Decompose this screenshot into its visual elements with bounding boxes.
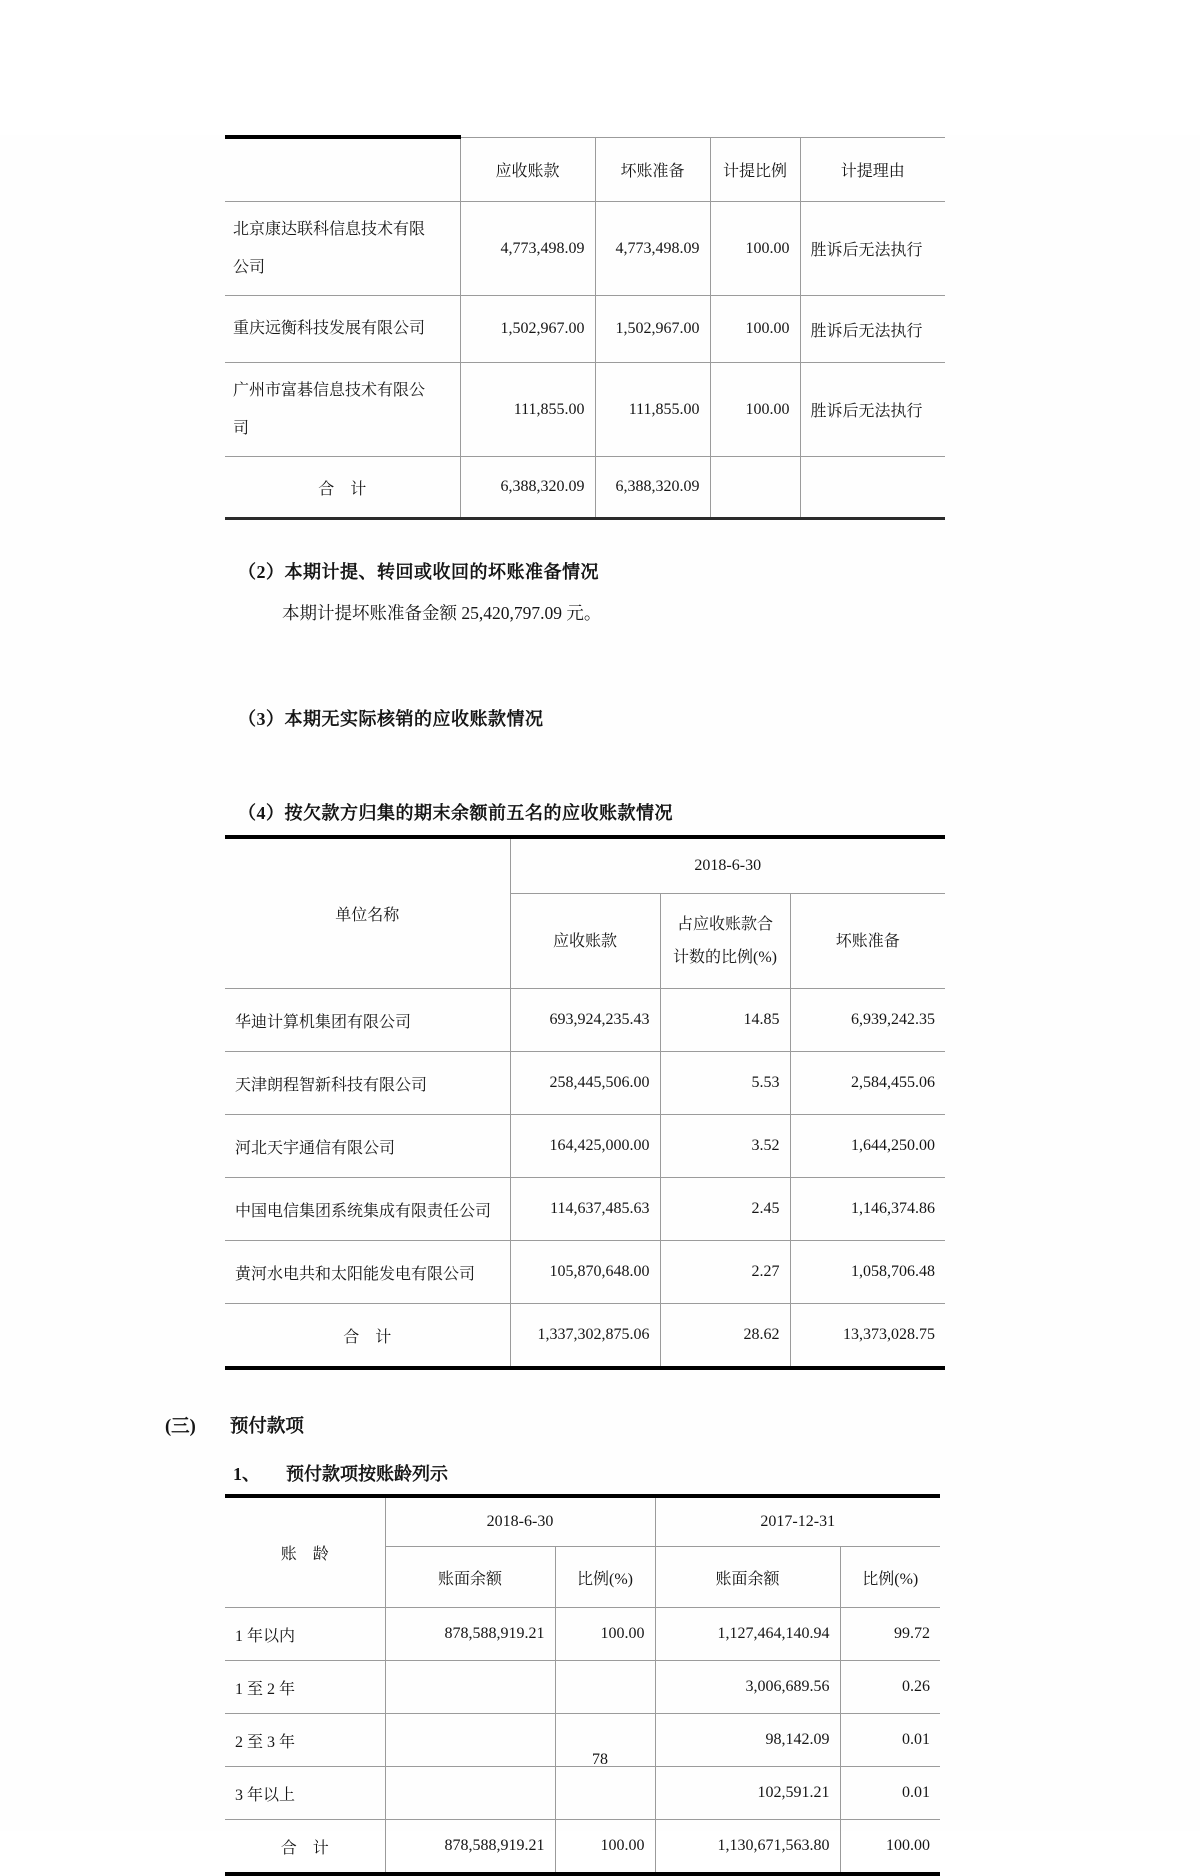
total-balance-2018-cell: 878,588,919.21 [385,1820,555,1875]
total-balance-2017-cell: 1,130,671,563.80 [655,1820,840,1875]
section-2-body: 本期计提坏账准备金额 25,420,797.09 元。 [282,603,602,624]
receivable-cell: 111,855.00 [460,363,595,457]
table-row [225,1608,940,1661]
age-cell: 1 年以内 [225,1608,385,1661]
header-balance-2018: 账面余额 [385,1547,555,1608]
reason-cell: 胜诉后无法执行 [800,363,945,457]
reason-cell: 胜诉后无法执行 [800,296,945,363]
table-row [225,1767,940,1820]
table-row [225,1115,945,1178]
balance-2017-cell: 1,127,464,140.94 [655,1608,840,1661]
ratio-cell: 100.00 [710,363,800,457]
header-unit-name: 单位名称 [225,837,510,989]
section-index-label: (三) [165,1417,196,1438]
total-pct-2017-cell: 100.00 [840,1820,940,1875]
table-row [225,363,945,457]
receivable-cell: 1,502,967.00 [460,296,595,363]
table-row [225,296,945,363]
header-bad-debt: 坏账准备 [790,894,945,989]
table-row [225,1178,945,1241]
company-name-cell: 中国电信集团系统集成有限责任公司 [225,1178,510,1241]
header-receivable: 应收账款 [460,137,595,202]
company-name-cell: 北京康达联科信息技术有限公司 [225,202,460,296]
ratio-cell: 2.27 [660,1241,790,1304]
header-period-2017: 2017-12-31 [655,1496,940,1547]
company-name-cell: 天津朗程智新科技有限公司 [225,1052,510,1115]
table-row [225,1661,940,1714]
header-period: 2018-6-30 [510,837,945,894]
header-balance-2017: 账面余额 [655,1547,840,1608]
bad-debt-cell: 6,939,242.35 [790,989,945,1052]
balance-2018-cell [385,1661,555,1714]
document-page [0,135,1200,1857]
header-reason: 计提理由 [800,137,945,202]
ratio-cell: 14.85 [660,989,790,1052]
table-row [225,202,945,296]
balance-2017-cell: 3,006,689.56 [655,1661,840,1714]
header-ratio: 计提比例 [710,137,800,202]
table-row [225,989,945,1052]
top-five-receivables-table [225,835,945,1370]
table-header-row [225,837,945,894]
bad-debt-cell: 1,644,250.00 [790,1115,945,1178]
subsection-title: 预付款项按账龄列示 [286,1464,448,1485]
bad-debt-provision-table [225,135,945,520]
pct-2018-cell [555,1661,655,1714]
receivable-cell: 114,637,485.63 [510,1178,660,1241]
receivable-cell: 693,924,235.43 [510,989,660,1052]
ratio-cell: 100.00 [710,296,800,363]
age-cell: 1 至 2 年 [225,1661,385,1714]
header-bad-debt: 坏账准备 [595,137,710,202]
table-header-row [225,1496,940,1547]
total-label-cell: 合 计 [225,1304,510,1369]
pct-2018-cell [555,1767,655,1820]
total-pct-2018-cell: 100.00 [555,1820,655,1875]
ratio-cell: 5.53 [660,1052,790,1115]
page-number: 78 [592,1751,608,1768]
total-bad-debt-cell: 13,373,028.75 [790,1304,945,1369]
company-name-cell: 广州市富碁信息技术有限公司 [225,363,460,457]
ratio-cell: 3.52 [660,1115,790,1178]
pct-2017-cell: 0.26 [840,1661,940,1714]
ratio-cell: 100.00 [710,202,800,296]
pct-2017-cell: 0.01 [840,1714,940,1767]
subsection-index-label: 1、 [233,1464,260,1485]
total-label-cell: 合 计 [225,457,460,519]
header-ratio-of-total: 占应收账款合计数的比例(%) [660,894,790,989]
prepaid-aging-subheading [233,1460,1200,1486]
balance-2017-cell: 98,142.09 [655,1714,840,1767]
balance-2017-cell: 102,591.21 [655,1767,840,1820]
bad-debt-cell: 1,146,374.86 [790,1178,945,1241]
total-bad-debt-cell: 6,388,320.09 [595,457,710,519]
receivable-cell: 258,445,506.00 [510,1052,660,1115]
reason-cell: 胜诉后无法执行 [800,202,945,296]
pct-2018-cell: 100.00 [555,1608,655,1661]
balance-2018-cell [385,1767,555,1820]
table-total-row [225,457,945,519]
total-receivable-cell: 1,337,302,875.06 [510,1304,660,1369]
header-age: 账 龄 [225,1496,385,1608]
header-pct-2017: 比例(%) [840,1547,940,1608]
total-receivable-cell: 6,388,320.09 [460,457,595,519]
receivable-cell: 164,425,000.00 [510,1115,660,1178]
table-header-row [225,137,945,202]
pct-2017-cell: 99.72 [840,1608,940,1661]
section-prepaid-heading [165,1412,1200,1438]
company-name-cell: 重庆远衡科技发展有限公司 [225,296,460,363]
company-name-cell: 华迪计算机集团有限公司 [225,989,510,1052]
receivable-cell: 105,870,648.00 [510,1241,660,1304]
table-row [225,1241,945,1304]
total-ratio-cell [710,457,800,519]
table-total-row [225,1304,945,1369]
total-reason-cell [800,457,945,519]
balance-2018-cell: 878,588,919.21 [385,1608,555,1661]
age-cell: 3 年以上 [225,1767,385,1820]
age-cell: 2 至 3 年 [225,1714,385,1767]
table-row [225,1052,945,1115]
section-4-heading: （4）按欠款方归集的期末余额前五名的应收账款情况 [238,803,673,824]
bad-debt-cell: 1,058,706.48 [790,1241,945,1304]
header-pct-2018: 比例(%) [555,1547,655,1608]
bad-debt-cell: 4,773,498.09 [595,202,710,296]
section-3-heading: （3）本期无实际核销的应收账款情况 [238,709,544,730]
bad-debt-cell: 111,855.00 [595,363,710,457]
header-period-2018: 2018-6-30 [385,1496,655,1547]
total-label-cell: 合 计 [225,1820,385,1875]
bad-debt-cell: 1,502,967.00 [595,296,710,363]
total-ratio-cell: 28.62 [660,1304,790,1369]
bad-debt-cell: 2,584,455.06 [790,1052,945,1115]
section-2-heading: （2）本期计提、转回或收回的坏账准备情况 [238,562,599,583]
blank-header-cell [225,137,460,202]
receivable-cell: 4,773,498.09 [460,202,595,296]
prepayments-aging-table [225,1494,940,1876]
company-name-cell: 河北天宇通信有限公司 [225,1115,510,1178]
ratio-cell: 2.45 [660,1178,790,1241]
company-name-cell: 黄河水电共和太阳能发电有限公司 [225,1241,510,1304]
header-receivable: 应收账款 [510,894,660,989]
section-title: 预付款项 [229,1417,304,1438]
pct-2017-cell: 0.01 [840,1767,940,1820]
table-total-row [225,1820,940,1875]
